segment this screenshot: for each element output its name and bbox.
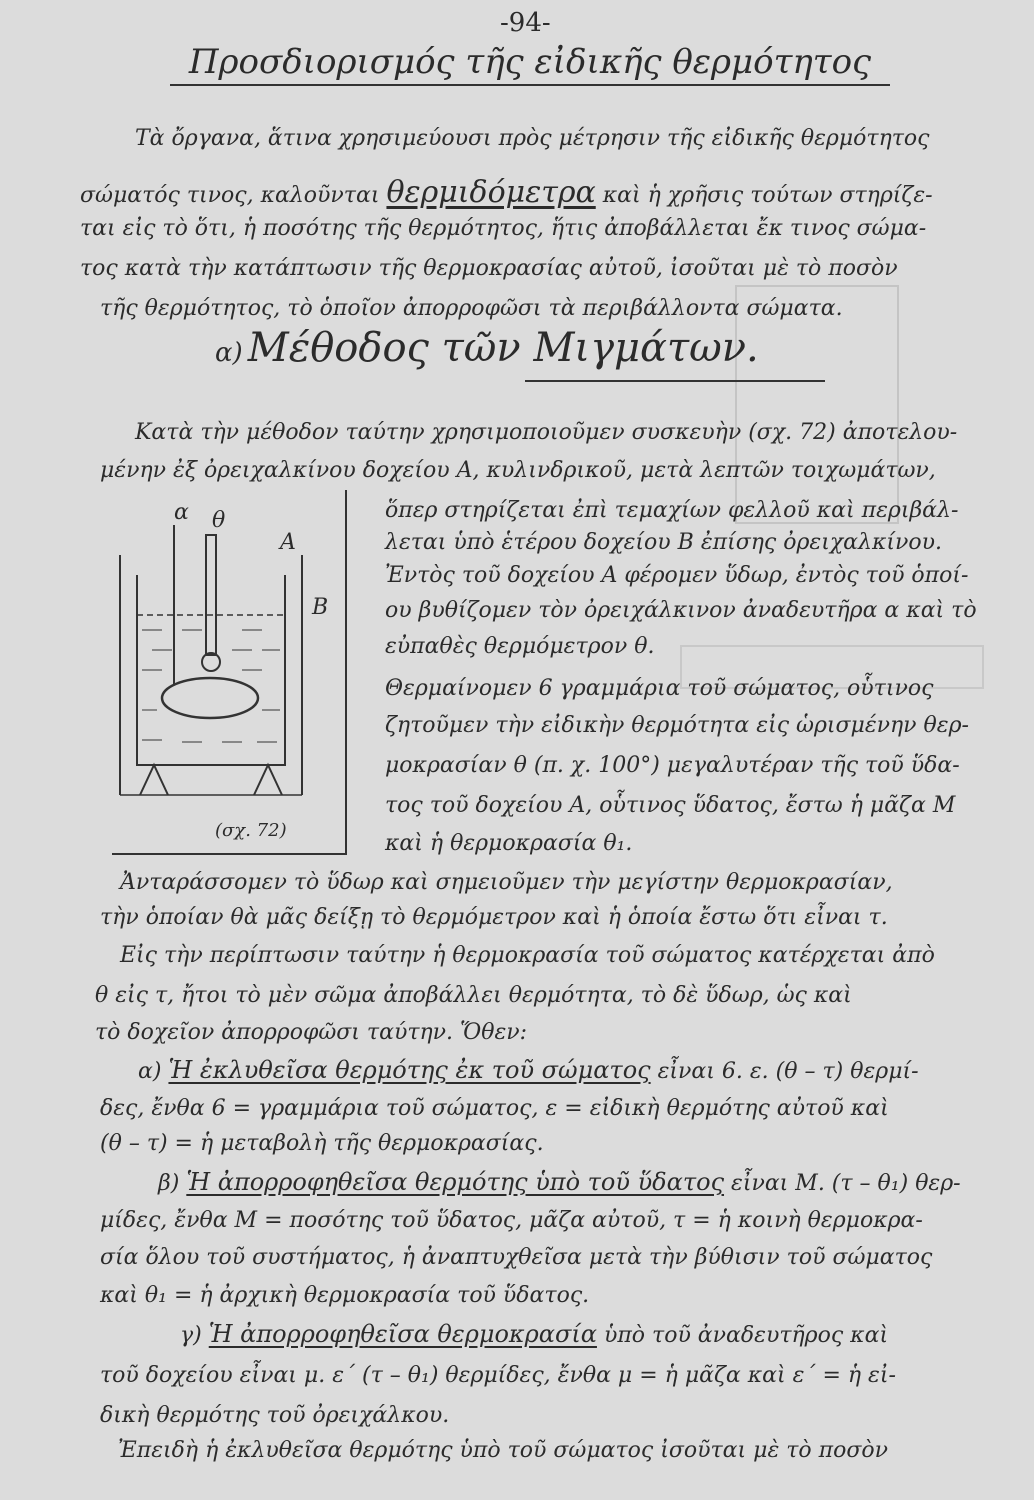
method-line: εὐπαθὲς θερμόμετρον θ. bbox=[385, 634, 655, 659]
method-line: λεται ὑπὸ ἑτέρου δοχείου Β ἐπίσης ὀρειχαλκίνου. bbox=[385, 530, 943, 555]
method-line: μοκρασίαν θ (π. χ. 100°) μεγαλυτέραν τῆς τοῦ ὕδα- bbox=[385, 753, 960, 778]
section-letter: α) bbox=[215, 338, 243, 368]
item-a-heading: Ἡ ἐκλυθεῖσα θερμότης ἐκ τοῦ σώματος bbox=[168, 1056, 651, 1084]
body-line: Εἰς τὴν περίπτωσιν ταύτην ἡ θερμοκρασία τοῦ σώματος κατέρχεται ἀπὸ bbox=[120, 943, 935, 968]
item-b-marker: β) bbox=[158, 1171, 180, 1196]
label-stirrer: α bbox=[174, 500, 189, 525]
item-c-line: δικὴ θερμότης τοῦ ὀρειχάλκου. bbox=[100, 1403, 450, 1428]
item-c-first-line bbox=[180, 1322, 888, 1347]
section-rule bbox=[525, 380, 825, 382]
method-line: ζητοῦμεν τὴν εἰδικὴν θερμότητα εἰς ὡρισμένην θερ- bbox=[385, 713, 969, 738]
figure-frame-bottom bbox=[112, 853, 347, 855]
item-c-heading: Ἡ ἀπορροφηθεῖσα θερμοκρασία bbox=[208, 1320, 597, 1348]
item-b-line: σία ὅλου τοῦ συστήματος, ἡ ἀναπτυχθεῖσα μετὰ τὴν βύθισιν τοῦ σώματος bbox=[100, 1245, 933, 1270]
item-b-heading: Ἡ ἀπορροφηθεῖσα θερμότης ὑπὸ τοῦ ὕδατος bbox=[186, 1168, 725, 1196]
item-b-line: μίδες, ἔνθα Μ = ποσότης τοῦ ὕδατος, μᾶζα αὐτοῦ, τ = ἡ κοινὴ θερμοκρα- bbox=[100, 1208, 923, 1233]
section-title: Μέθοδος τῶν Μιγμάτων. bbox=[247, 325, 759, 371]
page-title: Προσδιορισμός τῆς εἰδικῆς θερμότητος bbox=[170, 42, 890, 86]
intro-line: τῆς θερμότητος, τὸ ὁποῖον ἀπορροφῶσι τὰ περιβάλλοντα σώματα. bbox=[100, 296, 843, 321]
method-line: Θερμαίνομεν 6 γραμμάρια τοῦ σώματος, οὗτινος bbox=[385, 676, 934, 701]
intro-line bbox=[80, 175, 933, 210]
item-b-first-line bbox=[158, 1170, 961, 1195]
calorimeters-term: θερμιδόμετρα bbox=[386, 175, 596, 210]
body-line: τὸ δοχεῖον ἀπορροφῶσι ταύτην. Ὅθεν: bbox=[95, 1020, 528, 1045]
body-line: τὴν ὁποίαν θὰ μᾶς δείξῃ τὸ θερμόμετρον καὶ ἡ ὁποία ἔστω ὅτι εἶναι τ. bbox=[100, 905, 888, 930]
intro-line: τος κατὰ τὴν κατάπτωσιν τῆς θερμοκρασίας αὐτοῦ, ἰσοῦται μὲ τὸ ποσὸν bbox=[80, 256, 898, 281]
method-line: Ἐντὸς τοῦ δοχείου Α φέρομεν ὕδωρ, ἐντὸς τοῦ ὁποί- bbox=[385, 563, 969, 588]
item-b-line: καὶ θ₁ = ἡ ἀρχικὴ θερμοκρασία τοῦ ὕδατος. bbox=[100, 1283, 590, 1308]
method-line: ὅπερ στηρίζεται ἐπὶ τεμαχίων φελλοῦ καὶ περιβάλ- bbox=[385, 498, 959, 523]
method-line: Κατὰ τὴν μέθοδον ταύτην χρησιμοποιοῦμεν συσκευὴν (σχ. 72) ἀποτελου- bbox=[135, 420, 958, 445]
label-outer-vessel: Β bbox=[312, 595, 329, 620]
method-line: ου βυθίζομεν τὸν ὀρειχάλκινον ἀναδευτῆρα α καὶ τὸ bbox=[385, 598, 977, 623]
method-line: τος τοῦ δοχείου Α, οὗτινος ὕδατος, ἔστω ἡ μᾶζα Μ bbox=[385, 793, 956, 818]
page-number: -94- bbox=[500, 8, 551, 38]
intro-line-text: καὶ ἡ χρῆσις τούτων στηρίζε- bbox=[602, 183, 933, 208]
item-a-line: δες, ἔνθα 6 = γραμμάρια τοῦ σώματος, ε = εἰδικὴ θερμότης αὐτοῦ καὶ bbox=[100, 1096, 889, 1121]
intro-line-text: σώματός τινος, καλοῦνται bbox=[80, 183, 380, 208]
figure-caption: (σχ. 72) bbox=[215, 820, 287, 841]
label-inner-vessel: Α bbox=[280, 530, 296, 555]
item-b-rest: εἶναι Μ. (τ – θ₁) θερ- bbox=[731, 1171, 961, 1196]
calorimeter-figure bbox=[112, 480, 362, 850]
body-line: Ἀνταράσσομεν τὸ ὕδωρ καὶ σημειοῦμεν τὴν μεγίστην θερμοκρασίαν, bbox=[120, 870, 893, 895]
item-a-rest: εἶναι 6. ε. (θ – τ) θερμί- bbox=[657, 1059, 919, 1084]
item-c-rest: ὑπὸ τοῦ ἀναδευτῆρος καὶ bbox=[603, 1323, 889, 1348]
section-heading bbox=[215, 325, 759, 371]
label-thermometer: θ bbox=[212, 508, 226, 533]
item-a-first-line bbox=[138, 1058, 919, 1083]
item-c-line: τοῦ δοχείου εἶναι μ. ε΄ (τ – θ₁) θερμίδες, ἔνθα μ = ἡ μᾶζα καὶ ε΄ = ἡ εἰ- bbox=[100, 1363, 896, 1388]
body-line: θ εἰς τ, ἤτοι τὸ μὲν σῶμα ἀποβάλλει θερμότητα, τὸ δὲ ὕδωρ, ὡς καὶ bbox=[95, 983, 852, 1008]
method-line: καὶ ἡ θερμοκρασία θ₁. bbox=[385, 831, 633, 856]
intro-line: ται εἰς τὸ ὅτι, ἡ ποσότης τῆς θερμότητος, ἥτις ἀποβάλλεται ἔκ τινος σώμα- bbox=[80, 216, 927, 241]
method-line: μένην ἐξ ὀρειχαλκίνου δοχείου Α, κυλινδρικοῦ, μετὰ λεπτῶν τοιχωμάτων, bbox=[100, 458, 936, 483]
item-a-line: (θ – τ) = ἡ μεταβολὴ τῆς θερμοκρασίας. bbox=[100, 1131, 544, 1156]
intro-line: Τὰ ὄργανα, ἅτινα χρησιμεύουσι πρὸς μέτρησιν τῆς εἰδικῆς θερμότητος bbox=[135, 126, 930, 151]
calorimeter-drawing bbox=[112, 480, 362, 850]
item-c-marker: γ) bbox=[180, 1323, 202, 1348]
item-a-marker: α) bbox=[138, 1059, 162, 1084]
closing-line: Ἐπειδὴ ἡ ἐκλυθεῖσα θερμότης ὑπὸ τοῦ σώματος ἰσοῦται μὲ τὸ ποσὸν bbox=[118, 1438, 888, 1463]
